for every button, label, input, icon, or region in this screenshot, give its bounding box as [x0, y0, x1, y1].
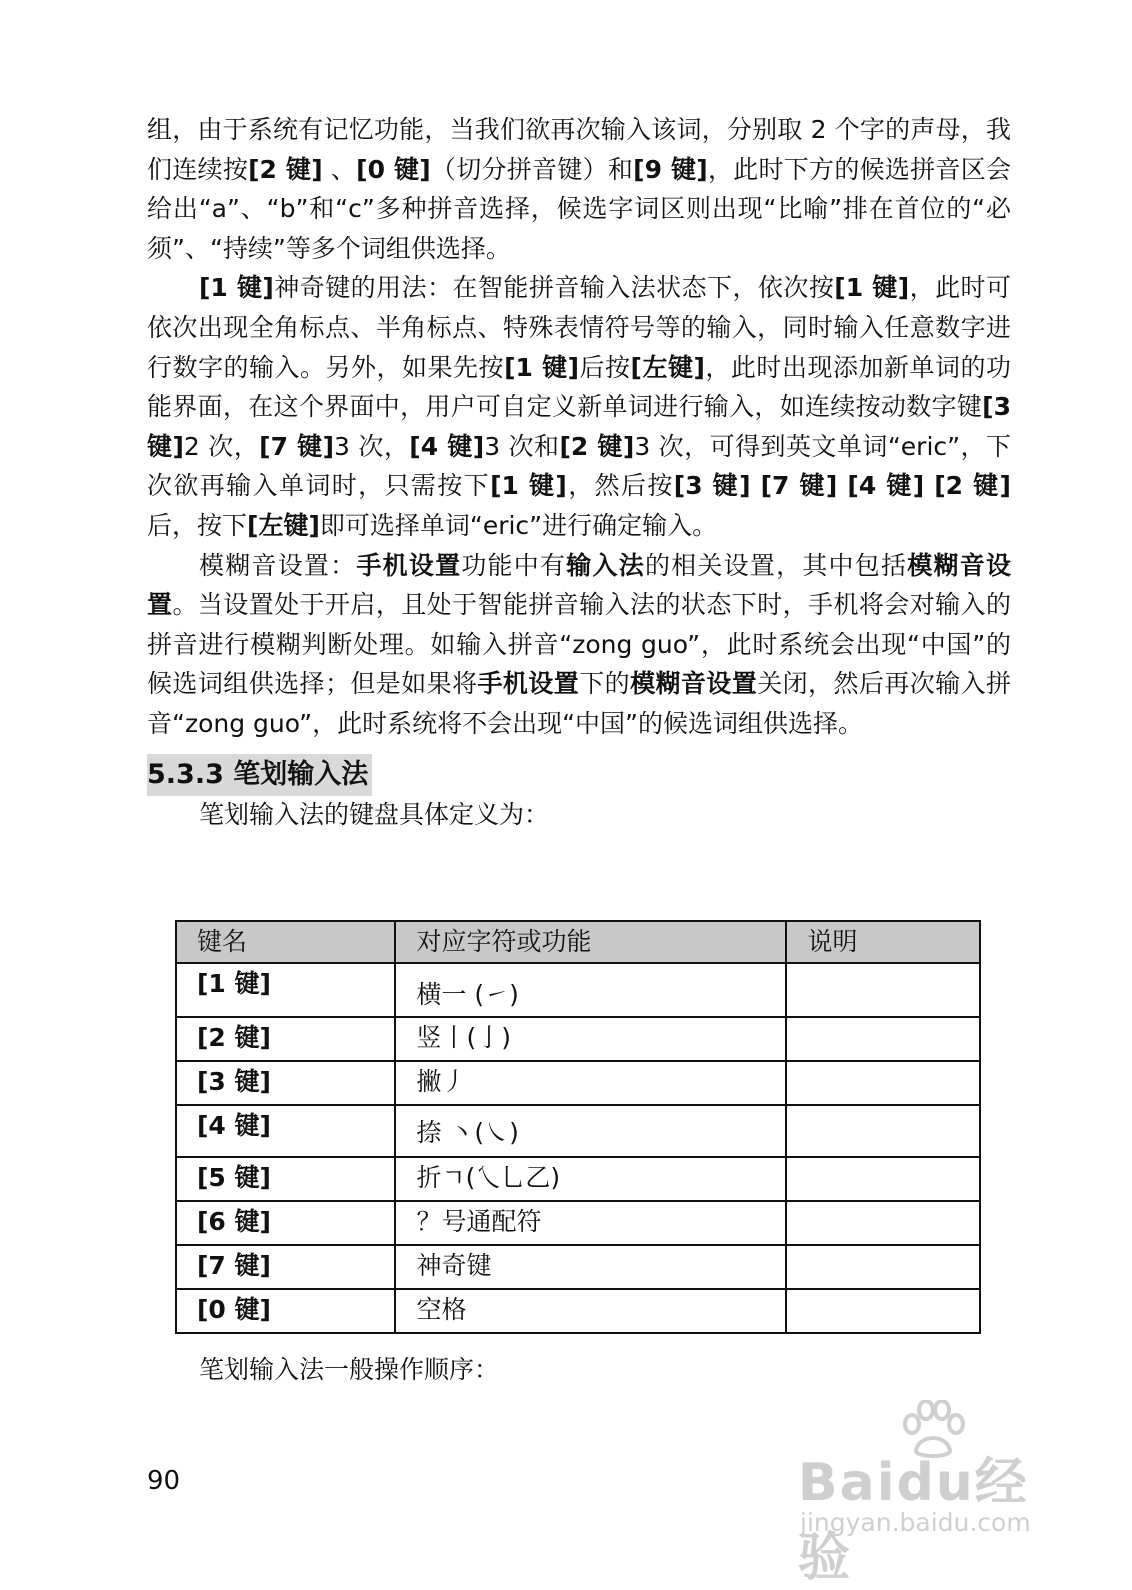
p3-seg-10: 关闭，然后再次输入拼音“zong guo”，此时系统将不会出现“中国”的候选词组供选择。 — [147, 669, 1011, 738]
p3-kw-phone-settings: 手机设置 — [356, 550, 462, 580]
stroke-key-table — [175, 920, 981, 1334]
p3-seg-0: 模糊音设置： — [199, 550, 357, 580]
p3-seg-6: 。当设置处于开启，且处于智能拼音输入法的状态下时，手机将会对输入的拼音进行模糊判断处理。如输入拼音“zong guo”，此时系统会出现“中国”的候选词组供选择；但是如果将 — [147, 590, 1011, 699]
baidu-watermark — [798, 1400, 1068, 1588]
p1-seg-2: 、 — [322, 154, 357, 184]
cell-key: [4 键] — [176, 1105, 395, 1157]
paragraph-2 — [147, 268, 1011, 545]
cell-function: 撇丿 — [395, 1061, 786, 1105]
table-row — [176, 1245, 980, 1289]
cell-note — [786, 963, 980, 1017]
p2-seg-1: 神奇键的用法：在智能拼音输入法状态下，依次按 — [273, 273, 835, 303]
cell-key: [0 键] — [176, 1289, 395, 1333]
table-row — [176, 1105, 980, 1157]
table-row — [176, 963, 980, 1017]
p2-seg-11: 3 次， — [334, 431, 410, 461]
p2-key-left-b: [左键] — [247, 510, 320, 540]
p2-seg-5: 后按 — [579, 352, 631, 382]
p2-seg-21: 即可选择单词“eric”进行确定输入。 — [319, 510, 718, 540]
p2-seg-7: ，此时出现添加新单词的功能界面，在这个界面中，用户可自定义新单词进行输入，如连续按动数字键 — [147, 352, 1011, 422]
p2-key-seq: [3 键] [7 键] [4 键] [2 键] — [673, 471, 1011, 501]
watermark-url: jingyan.baidu.com — [800, 1508, 1031, 1537]
paragraph-3 — [147, 546, 1011, 744]
p3-kw-fuzzy: 模糊音设置 — [147, 550, 1011, 620]
section-title: 5.3.3 笔划输入法 — [147, 754, 372, 796]
p2-seg-13: 3 次和 — [484, 431, 560, 461]
cell-key: [6 键] — [176, 1201, 395, 1245]
cell-key: [5 键] — [176, 1157, 395, 1201]
cell-key: [2 键] — [176, 1017, 395, 1061]
table-row — [176, 1017, 980, 1061]
table-row — [176, 1061, 980, 1105]
p3-kw-phone-settings-b: 手机设置 — [477, 669, 580, 699]
table-intro: 笔划输入法的键盘具体定义为： — [199, 799, 550, 829]
table-header-row — [176, 921, 980, 963]
header-key-name: 键名 — [176, 921, 395, 963]
cell-key: [1 键] — [176, 963, 395, 1017]
cell-function: 竖丨(亅) — [395, 1017, 786, 1061]
cell-note — [786, 1289, 980, 1333]
p2-key-4: [4 键] — [409, 431, 485, 461]
table-row — [176, 1157, 980, 1201]
p2-seg-3: ，此时可依次出现全角标点、半角标点、特殊表情符号等的输入，同时输入任意数字进行数字的输入。另外，如果先按 — [147, 273, 1011, 382]
cell-key: [3 键] — [176, 1061, 395, 1105]
p3-kw-input-method: 输入法 — [566, 550, 645, 580]
p2-key-c: [1 键] — [504, 352, 580, 382]
p1-key-9: [9 键] — [633, 154, 708, 184]
table-row — [176, 1201, 980, 1245]
p2-seg-9: 2 次， — [183, 431, 260, 461]
page-body — [147, 110, 1011, 832]
p2-seg-17: ，然后按 — [566, 471, 674, 501]
p2-key-7: [7 键] — [259, 431, 335, 461]
cell-function: 横一 (㇀) — [395, 963, 786, 1017]
p3-seg-2: 功能中有 — [461, 550, 567, 580]
p3-seg-4: 的相关设置，其中包括 — [644, 550, 908, 580]
p1-seg-0: 组，由于系统有记忆功能，当我们欲再次输入该词，分别取 2 个字的声母，我们连续按 — [147, 115, 1011, 184]
p2-key-b: [1 键] — [834, 273, 910, 303]
table-row — [176, 1289, 980, 1333]
operation-order-heading: 笔划输入法一般操作顺序： — [199, 1355, 500, 1384]
p2-seg-15: 3 次，可得到英文单词“eric”，下次欲再输入单词时，只需按下 — [147, 431, 1012, 501]
cell-note — [786, 1105, 980, 1157]
header-note: 说明 — [786, 921, 980, 963]
p2-key-1b: [1 键] — [490, 471, 567, 501]
p3-kw-fuzzy-b: 模糊音设置 — [630, 669, 758, 699]
p1-seg-6: ，此时下方的候选拼音区会给出“a”、“b”和“c”多种拼音选择，候选字词区则出现“比喻”排在首位的“必须”、“持续”等多个词组供选择。 — [147, 154, 1011, 263]
cell-note — [786, 1157, 980, 1201]
p1-key-0: [0 键] — [356, 154, 431, 184]
p2-seg-19: 后，按下 — [147, 510, 248, 540]
page-number: 90 — [147, 1466, 181, 1496]
cell-note — [786, 1245, 980, 1289]
p2-key-3: [3 键] — [147, 392, 1011, 461]
p2-key-a: [1 键] — [199, 273, 274, 303]
watermark-logo: Baidu经验 — [798, 1453, 1029, 1588]
cell-function: 捺 丶(㇏) — [395, 1105, 786, 1157]
cell-function: 空格 — [395, 1289, 786, 1333]
header-function: 对应字符或功能 — [395, 921, 786, 963]
cell-note — [786, 1201, 980, 1245]
cell-note — [786, 1061, 980, 1105]
cell-function: 折ㄱ(乀乚乙) — [395, 1157, 786, 1201]
cell-key: [7 键] — [176, 1245, 395, 1289]
p2-key-left: [左键] — [630, 352, 705, 382]
p2-key-2: [2 键] — [559, 431, 635, 461]
p3-seg-8: 下的 — [579, 669, 631, 699]
cell-function: 神奇键 — [395, 1245, 786, 1289]
cell-function: ？号通配符 — [395, 1201, 786, 1245]
p1-seg-4: （切分拼音键）和 — [430, 154, 634, 184]
paragraph-1 — [147, 110, 1011, 268]
p1-key-2: [2 键] — [248, 154, 323, 184]
cell-note — [786, 1017, 980, 1061]
